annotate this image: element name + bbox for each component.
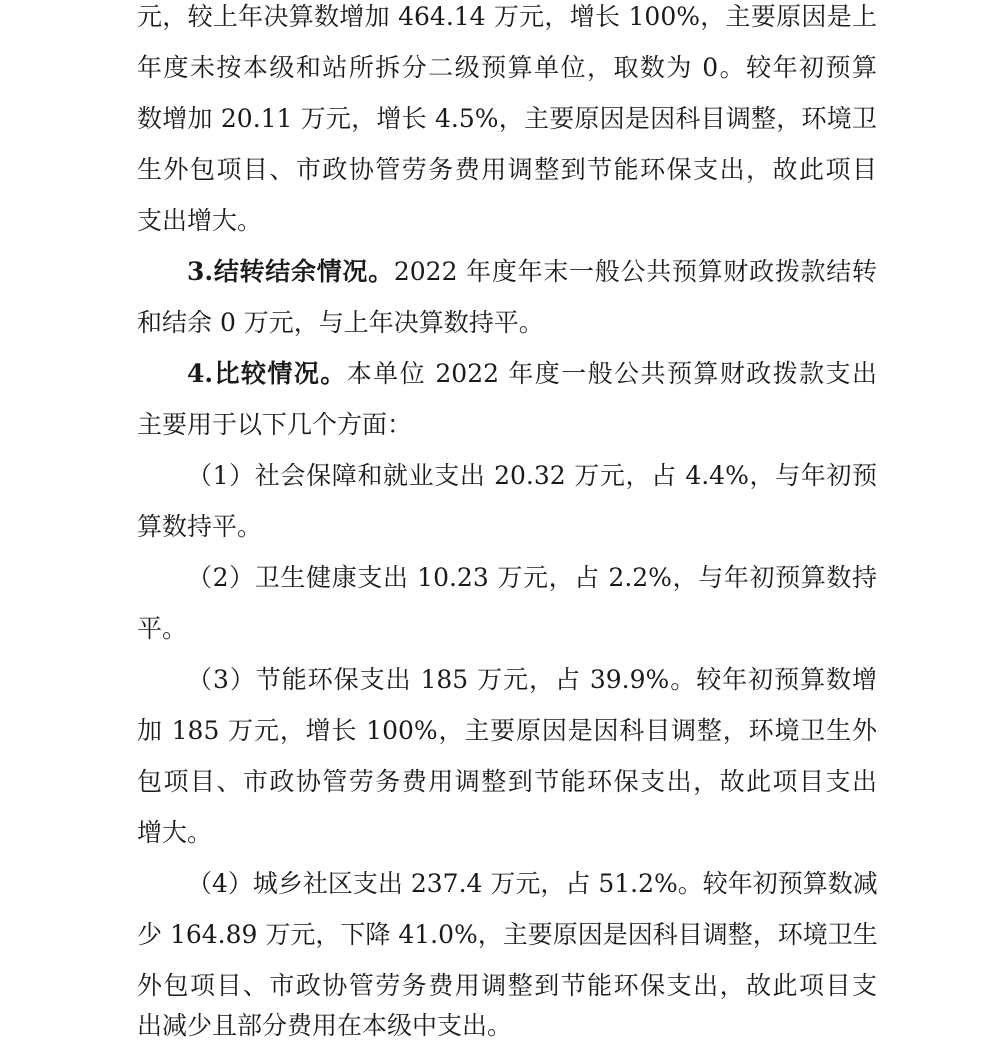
section-4-line-2: 主要用于以下几个方面： [137,410,413,439]
section-3-heading: 3.结转结余情况。 [187,257,394,286]
paragraph-1-line-5: 支出增大。 [137,206,263,235]
item-2-line-1: （2）卫生健康支出 10.23 万元，占 2.2%，与年初预算数持 [187,563,877,592]
item-2-line-2: 平。 [137,614,188,643]
paragraph-1-line-1: 元，较上年决算数增加 464.14 万元，增长 100%，主要原因是上 [137,2,877,31]
paragraph-1-line-2: 年度未按本级和站所拆分二级预算单位，取数为 0。较年初预算 [137,53,877,82]
item-3-line-2: 加 185 万元，增长 100%，主要原因是因科目调整，环境卫生外 [137,716,877,745]
item-3-line-1: （3）节能环保支出 185 万元，占 39.9%。较年初预算数增 [187,665,877,694]
item-3-line-3: 包项目、市政协管劳务费用调整到节能环保支出，故此项目支出 [137,767,877,796]
section-4-heading: 4.比较情况。 [187,359,347,388]
item-1-line-1: （1）社会保障和就业支出 20.32 万元，占 4.4%，与年初预 [187,461,877,490]
paragraph-1-line-3: 数增加 20.11 万元，增长 4.5%，主要原因是因科目调整，环境卫 [137,104,877,133]
item-4-line-3: 外包项目、市政协管劳务费用调整到节能环保支出，故此项目支 [137,971,877,1000]
section-3-text: 2022 年度年末一般公共预算财政拨款结转 [393,257,877,286]
section-3-line-2: 和结余 0 万元，与上年决算数持平。 [137,308,544,337]
item-4-line-4: 出减少且部分费用在本级中支出。 [137,1011,513,1040]
section-3-line-1 [187,255,877,289]
item-4-line-2: 少 164.89 万元，下降 41.0%，主要原因是因科目调整，环境卫生 [137,920,878,949]
item-4-line-1: （4）城乡社区支出 237.4 万元，占 51.2%。较年初预算数减 [187,869,878,898]
item-3-line-4: 增大。 [137,818,213,847]
section-4-text: 本单位 2022 年度一般公共预算财政拨款支出 [346,359,877,388]
paragraph-1-line-4: 生外包项目、市政协管劳务费用调整到节能环保支出，故此项目 [137,155,877,184]
item-1-line-2: 算数持平。 [137,512,263,541]
section-4-line-1 [187,357,877,391]
